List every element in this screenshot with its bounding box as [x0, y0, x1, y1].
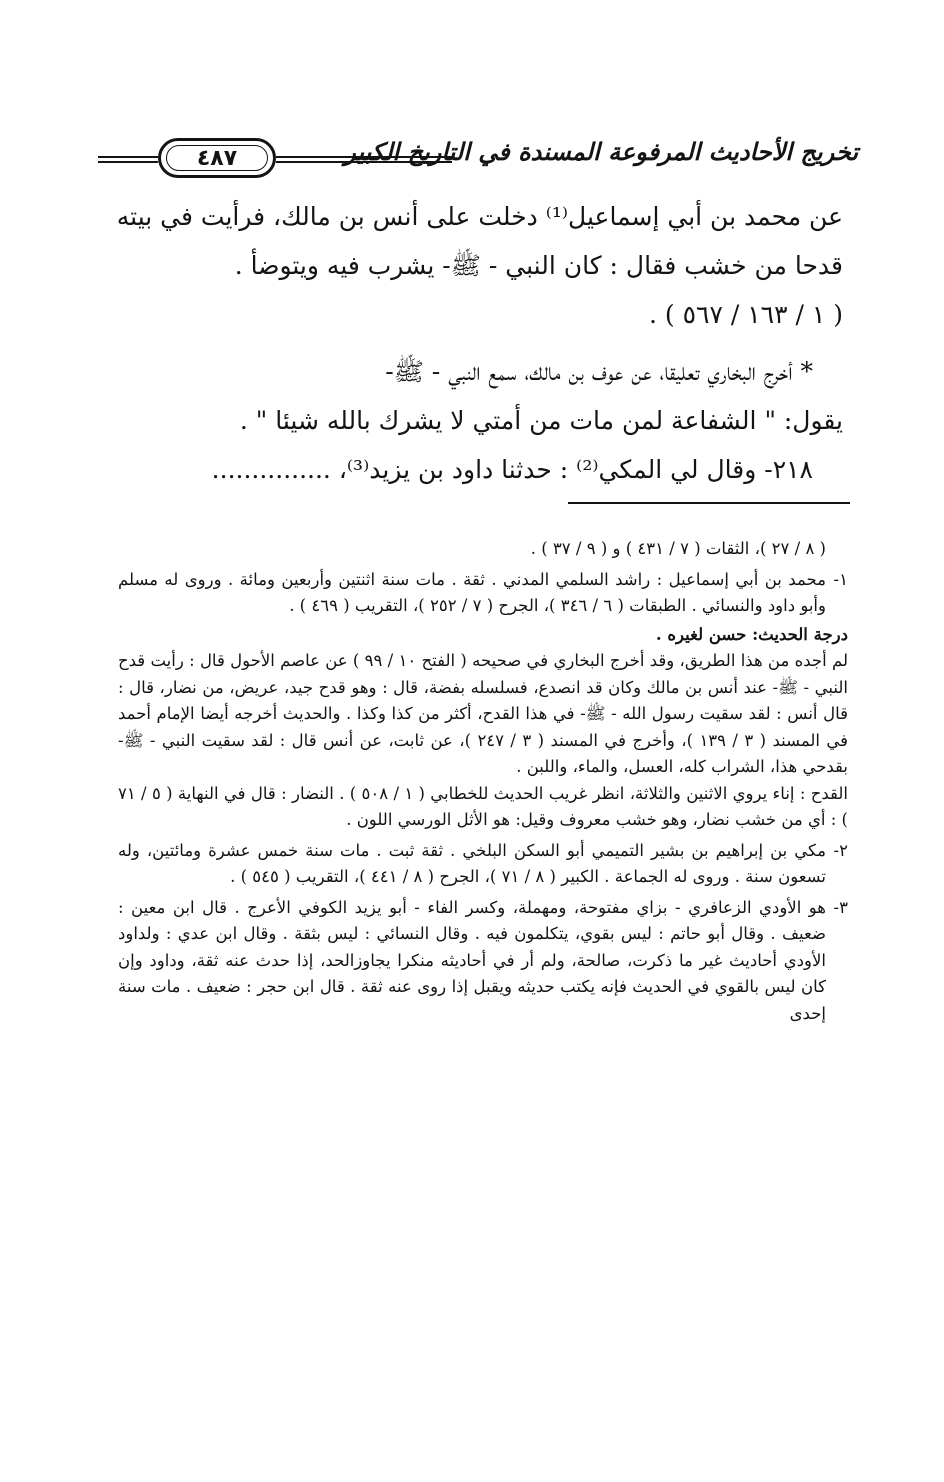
header-rule	[276, 156, 452, 163]
footnote-1	[118, 567, 848, 620]
main-line: عن محمد بن أبي إسماعيل⁽¹⁾ دخلت على أنس بن مالك، فرأيت في بيته	[116, 202, 843, 231]
main-line: ( ١ / ١٦٣ / ٥٦٧ ) .	[649, 300, 843, 329]
header-rule-end	[98, 156, 158, 163]
page-number: ٤٨٧	[196, 145, 238, 171]
footnote-2	[118, 838, 848, 891]
qadah-definition: القدح : إناء يروي الاثنين والثلاثة، انظر غريب الحديث للخطابي ( ١ / ٥٠٨ ) . النضار : قال في النهاية ( ٥ / ٧١ ) : أي من خشب نضار، وهو خشب معروف وقيل: هو الأثل الورسي اللون .	[118, 783, 848, 829]
main-line: * أخرج البخاري تعليقا، عن عوف بن مالك، سمع النبي - ﷺ-	[385, 357, 813, 386]
running-title: تخريج الأحاديث المرفوعة المسندة في التاريخ الكبير	[344, 137, 858, 166]
hadith-grade-text: لم أجده من هذا الطريق، وقد أخرج البخاري في صحيحه ( الفتح ١٠ / ٩٩ ) عن عاصم الأحول قال : رأيت قدح النبي - ﷺ- عند أنس بن مالك وكان قد انصدع، فسلسله بفضة، قال : وهو قدح جيد، عريض، من نضار، قال : قال أنس : لقد سقيت رسول الله - ﷺ- في هذا القدح، أكثر من كذا وكذا . والحديث أخرجه أيضا الإمام أحمد في المسند ( ٣ / ١٣٩ )، وأخرج في المسند ( ٣ / ٢٤٧ )، عن ثابت، عن أنس قال : لقد سقيت النبي - ﷺ- بقدحي هذا، الشراب كله، العسل، والماء، واللبن .	[118, 651, 848, 776]
footnote-number: ٢-	[833, 840, 848, 860]
footnote-separator	[568, 502, 850, 504]
hadith-grade-heading: درجة الحديث: حسن لغيره .	[655, 624, 848, 644]
page-header	[98, 128, 858, 184]
footnote-text: محمد بن أبي إسماعيل : راشد السلمي المدني . ثقة . مات سنة اثنتين وأربعين ومائة . وروى له مسلم وأبو داود والنسائي . الطبقات ( ٦ / ٣٤٦ )، الجرح ( ٧ / ٢٥٢ )، التقريب ( ٤٦٩ ) .	[118, 569, 826, 615]
footnote-3	[118, 895, 848, 1028]
footnote-number: ١-	[833, 569, 848, 589]
footnote-text: هو الأودي الزعافري - بزاي مفتوحة، ومهملة، وكسر الفاء - أبو يزيد الكوفي الأعرج . قال ابن معين : ضعيف . وقال أبو حاتم : ليس بقوي، يتكلمون فيه . وقال النسائي : ليس بثقة . وقال ابن عدي : ولداود الأودي أحاديث غير ما ذكرت، صالحة، ولم أر في أحاديثه منكرا يجاوزالحد، إذا حدث عنه ثقة، وداود وإن كان ليس بالقوي في الحديث فإنه يكتب حديثه ويقبل إذا روى عنه ثقة . قال ابن حجر : ضعيف . مات سنة إحدى	[118, 897, 826, 1023]
main-line: يقول: " الشفاعة لمن مات من أمتي لا يشرك بالله شيئا " .	[239, 406, 843, 435]
main-text	[105, 192, 843, 494]
main-line: ٢١٨- وقال لي المكي⁽²⁾ : حدثنا داود بن يزيد⁽³⁾، ...............	[211, 455, 813, 484]
footnote-number: ٣-	[833, 897, 848, 917]
main-line: قدحا من خشب فقال : كان النبي - ﷺ- يشرب فيه ويتوضأ .	[234, 251, 843, 280]
footnotes	[118, 536, 848, 1027]
footnote-continuation: ( ٨ / ٢٧ )، الثقات ( ٧ / ٤٣١ ) و ( ٩ / ٣٧ ) .	[530, 539, 826, 558]
page-number-badge	[158, 138, 276, 178]
footnote-text: مكي بن إبراهيم بن بشير التميمي أبو السكن البلخي . ثقة ثبت . مات سنة خمس عشرة ومائتين، وله تسعون سنة . وروى له الجماعة . الكبير ( ٨ / ٧١ )، الجرح ( ٨ / ٤٤١ )، التقريب ( ٥٤٥ ) .	[118, 840, 826, 886]
